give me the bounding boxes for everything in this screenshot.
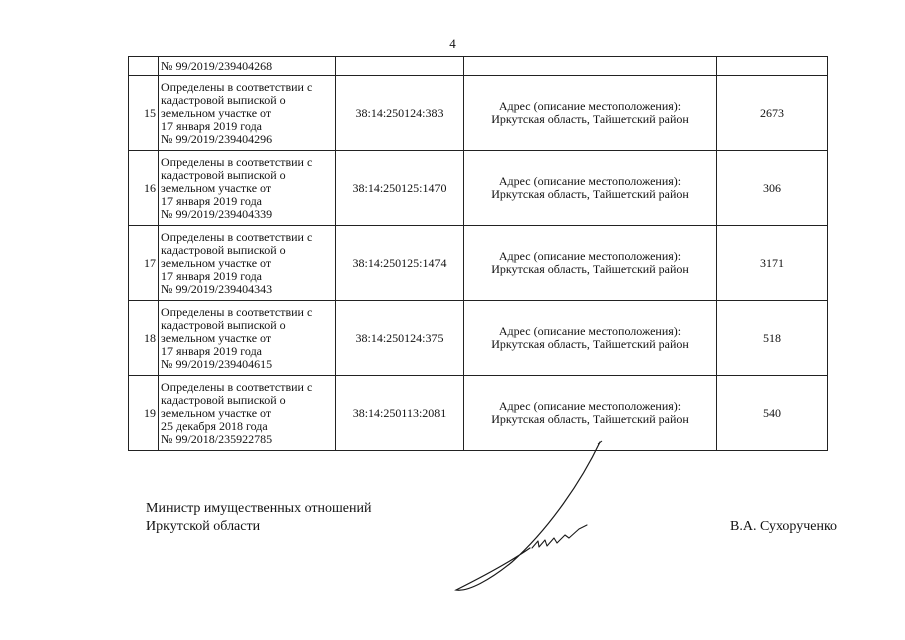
address-cell (464, 76, 717, 151)
basis-line: кадастровой выпиской о (161, 167, 286, 182)
basis-line: Определены в соответствии с (161, 229, 313, 244)
address-cell (464, 57, 717, 76)
basis-line: Определены в соответствии с (161, 379, 313, 394)
area-cell (717, 57, 828, 76)
row-number: 15 (129, 76, 159, 151)
address-line: Иркутская область, Тайшетский район (491, 187, 689, 201)
row-number: 17 (129, 226, 159, 301)
address-line: Адрес (описание местоположения): (498, 174, 682, 188)
basis-line: № 99/2019/239404296 (161, 131, 273, 146)
address-line: Иркутская область, Тайшетский район (491, 262, 689, 276)
basis-line: 17 января 2019 года (161, 193, 263, 208)
row-number: 19 (129, 376, 159, 451)
continuation-row (129, 57, 828, 76)
basis-line: земельном участке от (161, 105, 272, 120)
basis-line: 17 января 2019 года (161, 343, 263, 358)
area-value: 518 (717, 301, 828, 376)
address-cell (464, 151, 717, 226)
basis-cell (159, 151, 336, 226)
signatory-name: В.А. Сухорученко (730, 519, 838, 534)
basis-line: кадастровой выпиской о (161, 317, 286, 332)
cadastral-number: 38:14:250125:1474 (336, 226, 464, 301)
basis-line: кадастровой выпиской о (161, 92, 286, 107)
signatory-title-line: Иркутской области (146, 519, 261, 534)
row-number: 16 (129, 151, 159, 226)
basis-cell (159, 301, 336, 376)
cadastral-number: 38:14:250124:383 (336, 76, 464, 151)
land-plots-table (128, 56, 828, 451)
basis-line: земельном участке от (161, 330, 272, 345)
address-line: Адрес (описание местоположения): (498, 324, 682, 338)
number-cell (129, 57, 159, 76)
basis-line: земельном участке от (161, 180, 272, 195)
basis-cell (159, 57, 336, 76)
area-value: 2673 (717, 76, 828, 151)
row-number: 18 (129, 301, 159, 376)
table-row (129, 76, 828, 151)
address-line: Адрес (описание местоположения): (498, 99, 682, 113)
basis-line: № 99/2019/239404339 (161, 206, 273, 221)
basis-line: 17 января 2019 года (161, 118, 263, 133)
table-row (129, 226, 828, 301)
basis-line: № 99/2019/239404268 (161, 58, 273, 73)
basis-cell (159, 376, 336, 451)
table-row (129, 301, 828, 376)
basis-line: № 99/2019/239404615 (161, 356, 273, 371)
basis-cell (159, 76, 336, 151)
address-line: Иркутская область, Тайшетский район (491, 112, 689, 126)
cadastral-number: 38:14:250125:1470 (336, 151, 464, 226)
signatory-title-line: Министр имущественных отношений (146, 501, 372, 516)
basis-line: кадастровой выпиской о (161, 242, 286, 257)
basis-line: № 99/2019/239404343 (161, 281, 273, 296)
basis-line: земельном участке от (161, 405, 272, 420)
area-value: 3171 (717, 226, 828, 301)
area-value: 306 (717, 151, 828, 226)
page-number: 4 (449, 36, 456, 51)
basis-cell (159, 226, 336, 301)
handwritten-signature (450, 440, 610, 600)
basis-line: Определены в соответствии с (161, 79, 313, 94)
cadastral-number: 38:14:250113:2081 (336, 376, 464, 451)
signatory-title (146, 500, 371, 536)
basis-line: земельном участке от (161, 255, 272, 270)
basis-line: № 99/2018/235922785 (161, 431, 273, 446)
area-value: 540 (717, 376, 828, 451)
address-cell (464, 226, 717, 301)
basis-line: 17 января 2019 года (161, 268, 263, 283)
table-row (129, 151, 828, 226)
cadastral-number: 38:14:250124:375 (336, 301, 464, 376)
address-line: Адрес (описание местоположения): (498, 399, 682, 413)
address-line: Адрес (описание местоположения): (498, 249, 682, 263)
basis-line: Определены в соответствии с (161, 304, 313, 319)
address-cell (464, 301, 717, 376)
address-line: Иркутская область, Тайшетский район (491, 412, 689, 426)
cadastral-cell (336, 57, 464, 76)
basis-line: Определены в соответствии с (161, 154, 313, 169)
address-line: Иркутская область, Тайшетский район (491, 337, 689, 351)
basis-line: кадастровой выпиской о (161, 392, 286, 407)
basis-line: 25 декабря 2018 года (161, 418, 268, 433)
